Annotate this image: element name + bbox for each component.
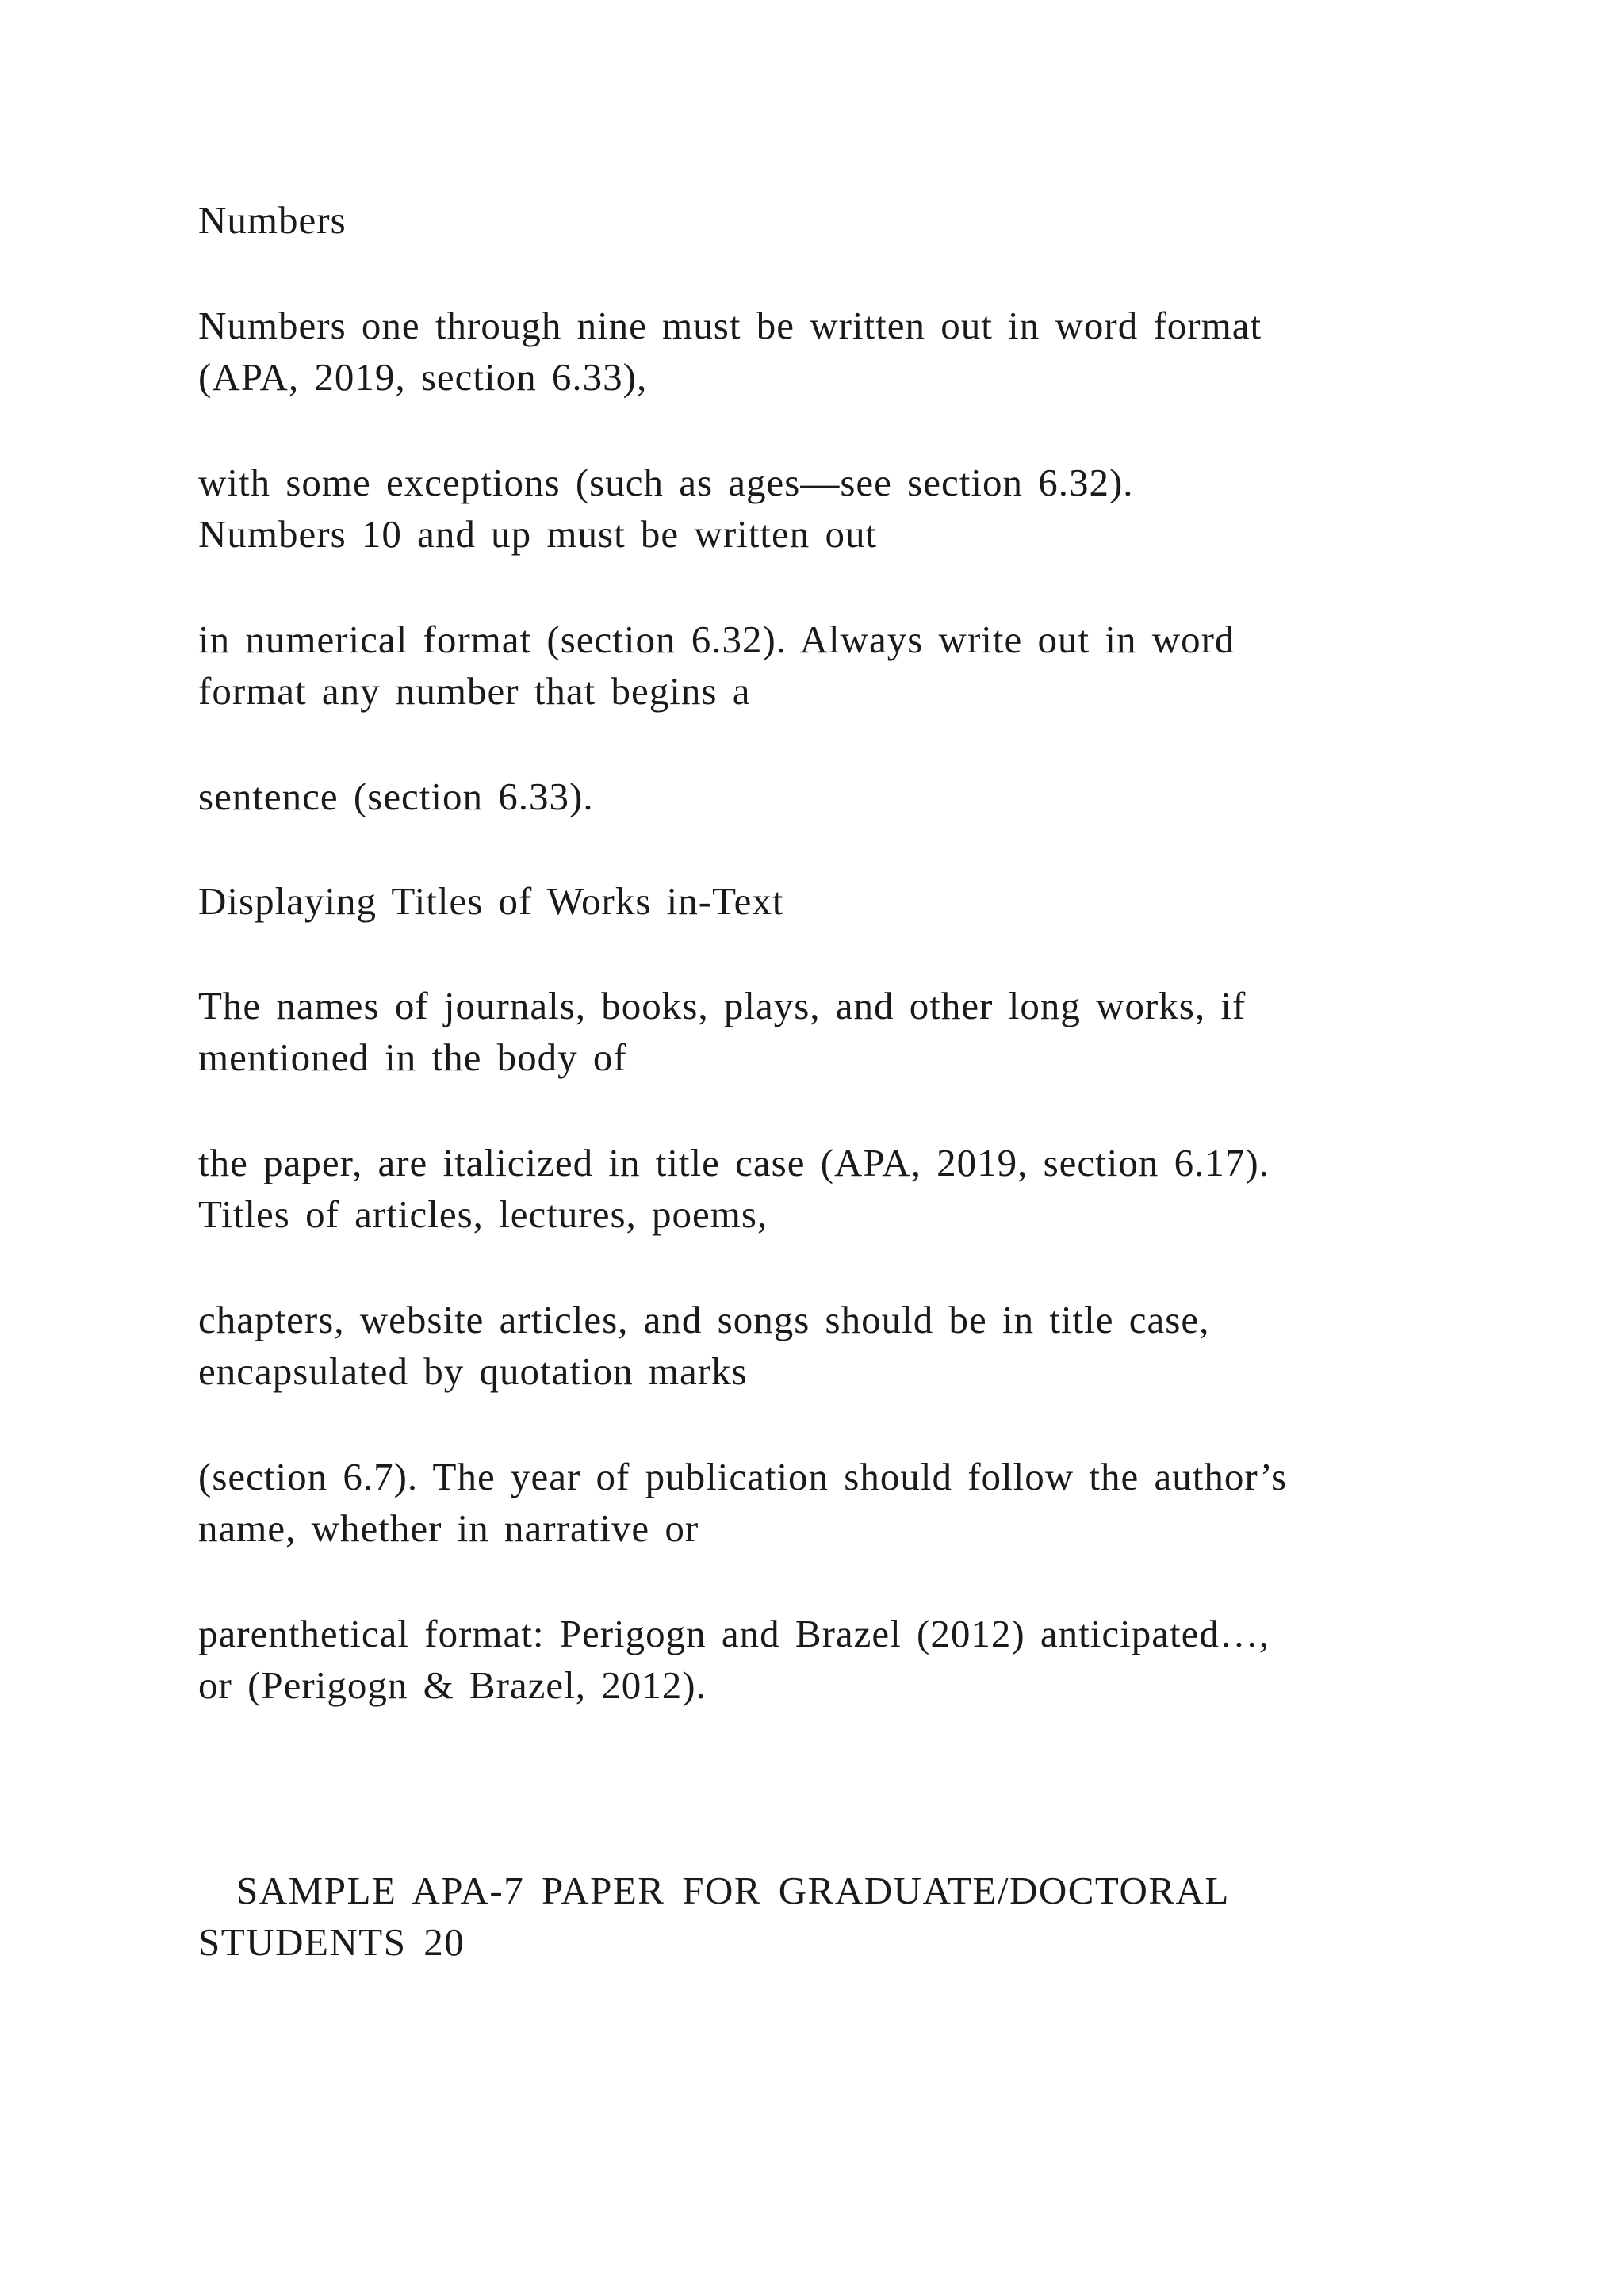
heading-text: Displaying Titles of Works in-Text [198,879,784,923]
paragraph-line: in numerical format (section 6.32). Always write out in word [198,618,1235,661]
running-head-line: SAMPLE APA-7 PAPER FOR GRADUATE/DOCTORAL [236,1869,1230,1912]
paragraph-line: Titles of articles, lectures, poems, [198,1192,768,1236]
paragraph-line: Numbers 10 and up must be written out [198,512,878,556]
running-head-line: STUDENTS 20 [198,1920,465,1964]
paragraph-titles-3 [198,1294,1507,1397]
paragraph-line: format any number that begins a [198,669,751,713]
running-head [198,1865,1507,1968]
paragraph-numbers-1 [198,300,1507,403]
paragraph-line: The names of journals, books, plays, and other long works, if [198,984,1247,1027]
paragraph-numbers-4 [198,771,1507,822]
paragraph-numbers-2 [198,457,1507,560]
paragraph-line: encapsulated by quotation marks [198,1349,748,1393]
paragraph-titles-4 [198,1451,1507,1554]
paragraph-titles-1 [198,980,1507,1083]
heading-text: Numbers [198,198,347,242]
paragraph-line: (section 6.7). The year of publication should follow the author’s [198,1455,1288,1498]
paragraph-titles-5 [198,1608,1507,1711]
paragraph-line: with some exceptions (such as ages—see section 6.32). [198,461,1134,504]
paragraph-titles-2 [198,1137,1507,1240]
paragraph-line: chapters, website articles, and songs should be in title case, [198,1298,1210,1341]
paragraph-numbers-3 [198,614,1507,717]
paragraph-line: name, whether in narrative or [198,1506,699,1550]
heading-titles [198,875,1507,927]
paragraph-line: parenthetical format: Perigogn and Brazel (2012) anticipated…, [198,1612,1270,1655]
paragraph-line: (APA, 2019, section 6.33), [198,355,648,399]
paragraph-line: mentioned in the body of [198,1035,627,1079]
paragraph-line: the paper, are italicized in title case (APA, 2019, section 6.17). [198,1141,1270,1184]
paragraph-line: sentence (section 6.33). [198,775,594,818]
paragraph-line: Numbers one through nine must be written out in word format [198,304,1262,347]
paragraph-line: or (Perigogn & Brazel, 2012). [198,1663,707,1707]
heading-numbers [198,194,1507,246]
